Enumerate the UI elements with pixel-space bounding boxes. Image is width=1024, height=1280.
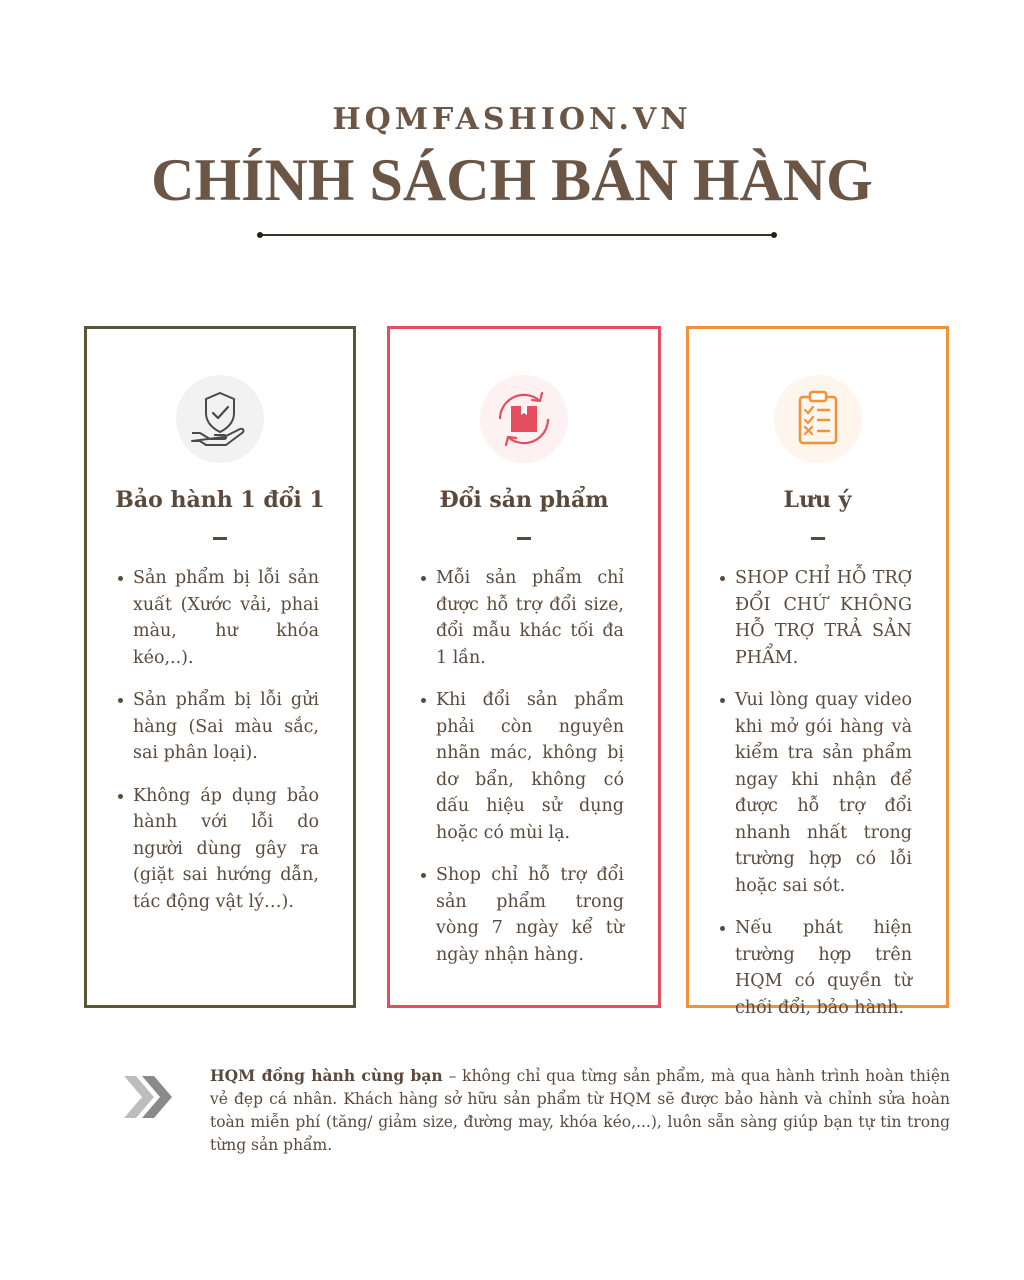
card-list <box>416 565 624 984</box>
footer-lead: HQM đồng hành cùng bạn <box>210 1066 443 1085</box>
card-list <box>113 565 319 931</box>
card-title: Lưu ý <box>783 487 852 513</box>
box-exchange-icon <box>480 375 568 463</box>
warranty-card <box>84 326 356 1008</box>
title-dash <box>213 537 227 540</box>
list-item: Sản phẩm bị lỗi sản xuất (Xước vải, phai màu, hư khóa kéo,..). <box>133 565 319 671</box>
footer-statement <box>210 1064 950 1157</box>
double-chevron-right-icon <box>122 1072 176 1122</box>
title-dash <box>517 537 531 540</box>
shield-hand-icon <box>176 375 264 463</box>
title-divider <box>260 234 774 236</box>
list-item: Khi đổi sản phẩm phải còn nguyên nhãn mác, không bị dơ bẩn, không có dấu hiệu sử dụng hoặc có mùi lạ. <box>436 687 624 846</box>
note-card <box>686 326 949 1018</box>
card-title: Bảo hành 1 đổi 1 <box>115 487 325 513</box>
clipboard-checklist-icon <box>774 375 862 463</box>
page-title: CHÍNH SÁCH BÁN HÀNG <box>151 147 873 213</box>
list-item: SHOP CHỈ HỖ TRỢ ĐỔI CHỨ KHÔNG HỖ TRỢ TRẢ SẢN PHẨM. <box>735 565 912 671</box>
list-item: Nếu phát hiện trường hợp trên HQM có quyền từ chối đổi, bảo hành. <box>735 915 912 1021</box>
title-dash <box>811 537 825 540</box>
list-item: Shop chỉ hỗ trợ đổi sản phẩm trong vòng 7 ngày kể từ ngày nhận hàng. <box>436 862 624 968</box>
footer-body: – không chỉ qua từng sản phẩm, mà qua hành trình hoàn thiện vẻ đẹp cá nhân. Khách hàng sở hữu sản phẩm từ HQM sẽ được bảo hành và chỉnh sửa hoàn toàn miễn phí (tăng/ giảm size, đường may, khóa kéo,...), luôn sẵn sàng giúp bạn tự tin trong từng sản phẩm. <box>210 1067 950 1154</box>
card-list <box>715 565 912 1037</box>
list-item: Mỗi sản phẩm chỉ được hỗ trợ đổi size, đổi mẫu khác tối đa 1 lần. <box>436 565 624 671</box>
list-item: Vui lòng quay video khi mở gói hàng và kiểm tra sản phẩm ngay khi nhận để được hỗ trợ đổi nhanh nhất trong trường hợp có lỗi hoặc sai sót. <box>735 687 912 899</box>
list-item: Không áp dụng bảo hành với lỗi do người dùng gây ra (giặt sai hướng dẫn, tác động vật lý…). <box>133 783 319 916</box>
card-title: Đổi sản phẩm <box>439 487 609 513</box>
list-item: Sản phẩm bị lỗi gửi hàng (Sai màu sắc, sai phân loại). <box>133 687 319 767</box>
brand-name: HQMFASHION.VN <box>332 102 692 137</box>
exchange-card <box>387 326 661 1008</box>
